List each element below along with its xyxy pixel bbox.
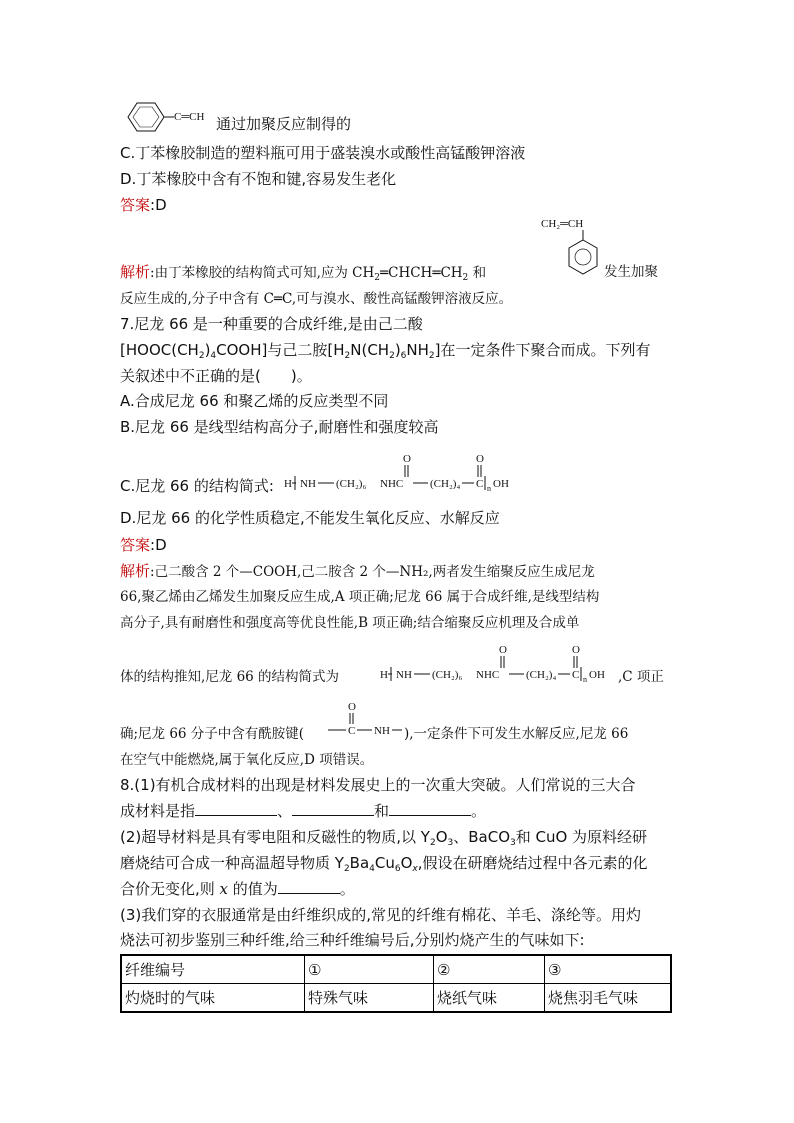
q7-analysis-line4: 体的结构推知,尼龙 66 的结构简式为 [120,669,340,685]
q8-text: 磨烧结可合成一种高温超导物质 Y [120,854,344,872]
nylon-nh: NH [300,478,316,490]
subscript: 2 [374,273,380,283]
answer-blank-2[interactable] [292,801,374,816]
amide-c: C [348,725,356,737]
subscript: 3 [510,838,516,848]
stem-text: ) [204,341,211,359]
q7-analysis-line3: 高分子,具有耐磨性和强度高等优良性能,B 项正确;结合缩聚反应机理及合成单 [120,615,580,631]
q8-text: 成材料是指 [120,802,196,820]
nylon66-structure-analysis [378,643,618,687]
nylon-ch2-4: (CH₂)₄ [526,669,557,681]
nylon-o-2: O [476,453,484,465]
nylon-ch2-6: (CH₂)₆ [336,478,367,490]
q7-option-b: B.尼龙 66 是线型结构高分子,耐磨性和强度较高 [120,418,439,436]
q8-text: 和 [374,802,390,820]
nylon-ch2-4: (CH₂)₄ [430,478,461,490]
q8-text: 。 [471,802,487,820]
q8-text: 。 [339,880,355,898]
q7-stem-2 [120,340,651,366]
subscript: 4 [369,864,375,874]
fiber-odor-table [120,954,672,1013]
nylon-o-2: O [572,644,580,656]
styrene-structure [122,99,217,135]
subscript: 6 [400,351,407,361]
table-row [121,984,671,1013]
nylon-oh: OH [589,669,605,681]
q8-text: O [400,854,413,872]
q6-analysis-line2: 反应生成的,分子中含有 C═C,可与溴水、酸性高锰酸钾溶液反应。 [120,291,513,307]
q6-analysis-line1-end: 发生加聚 [604,264,658,280]
q7-analysis-line5: 确;尼龙 66 分子中含有酰胺键( [120,726,305,742]
q8-text: ,假设在研磨烧结过程中各元素的化 [417,854,648,872]
styrene-suffix: 通过加聚反应制得的 [216,115,352,133]
table-cell: ② [434,955,545,984]
analysis-text: :己二酸含 2 个—COOH,己二胺含 2 个—NH₂,两者发生缩聚反应生成尼龙 [150,564,595,580]
table-cell: 纤维编号 [121,955,305,984]
q7-stem-3: 关叙述中不正确的是( )。 [120,367,312,385]
table-cell: 特殊气味 [305,984,434,1013]
vinyl-label: CH₂═CH [541,218,584,230]
q8-p3-line1: (3)我们穿的衣服通常是由纤维织成的,常见的纤维有棉花、羊毛、涤纶等。用灼 [120,906,642,924]
styrene-label: C═CH [174,111,205,123]
answer-label: 答案 [120,536,151,554]
table-header-row [121,955,671,984]
nylon-o-1: O [499,644,507,656]
analysis-label: 解析 [120,562,151,580]
q8-p3-line2: 烧法可初步鉴别三种纤维,给三种纤维编号后,分别灼烧产生的气味如下: [120,931,585,949]
q8-text: O [435,828,448,846]
q7-analysis-line5-end: ),一定条件下可发生水解反应,尼龙 66 [404,726,629,742]
q8-p2-line2 [120,853,648,879]
stem-text: ) [394,341,401,359]
q6-analysis-line1 [120,262,486,288]
table-cell: 烧焦羽毛气味 [545,984,672,1013]
nylon-nhc: NHC [476,669,500,681]
amide-nh: NH [374,725,390,737]
stem-text: ]在一定条件下聚合而成。下列有 [434,341,651,359]
q8-text: 的值为 [228,880,278,898]
q7-answer [120,535,167,555]
q8-p2-line3 [120,879,355,899]
subscript: 2 [389,351,395,361]
q8-text: 和 CuO 为原料经研 [515,828,648,846]
nylon-c: C [572,669,580,681]
nylon66-structure [282,452,522,496]
analysis-text: :由丁苯橡胶的结构简式可知,应为 CH [150,265,375,281]
nylon-ch2-6: (CH₂)₆ [432,669,463,681]
q7-option-d: D.尼龙 66 的化学性质稳定,不能发生氧化反应、水解反应 [120,509,500,527]
stem-text: N(CH [350,341,390,359]
nylon-c: C [476,478,484,490]
answer-value: :D [150,536,167,554]
answer-blank-1[interactable] [195,801,277,816]
nylon-nh: NH [396,669,412,681]
q7-analysis-line2: 66,聚乙烯由乙烯发生加聚反应生成,A 项正确;尼龙 66 属于合成纤维,是线型结构 [120,589,600,605]
answer-blank-3[interactable] [389,801,471,816]
q8-text: 合价无变化,则 [120,880,220,898]
q8-text: 、 [277,802,293,820]
q8-p2-line1 [120,827,647,853]
q6-answer [120,195,167,215]
subscript: 2 [198,351,205,361]
q8-text: Cu [374,854,395,872]
subscript: x [412,864,418,874]
subscript: 2 [428,351,435,361]
q8-text: Ba [349,854,370,872]
q7-option-a: A.合成尼龙 66 和聚乙烯的反应类型不同 [120,392,389,410]
q6-option-d: D.丁苯橡胶中含有不饱和键,容易发生老化 [120,170,397,188]
stem-text: COOH]与己二胺[H [216,341,345,359]
q8-p1-line1: 8.(1)有机合成材料的出现是材料发展史上的一次重大突破。人们常说的三大合 [120,776,636,794]
table-cell: 烧纸气味 [434,984,545,1013]
vinylbenzene-structure [537,216,607,284]
q8-text: (2)超导材料是具有零电阻和反磁性的物质,以 Y [120,828,430,846]
nylon-h: H [380,669,388,681]
answer-value: :D [150,196,167,214]
analysis-text: 和 [468,265,487,281]
answer-blank-x[interactable] [278,879,340,894]
analysis-text: ═CHCH═CH [379,265,463,281]
amide-o: O [348,701,356,713]
subscript: 2 [343,864,350,874]
table-cell: 灼烧时的气味 [121,984,305,1013]
q7-analysis-line6: 在空气中能燃烧,属于氧化反应,D 项错误。 [120,752,374,768]
nylon-oh: OH [493,478,509,490]
amide-bond-structure [326,700,406,742]
subscript: 2 [429,838,436,848]
subscript: 3 [447,838,454,848]
q7-stem-1: 7.尼龙 66 是一种重要的合成纤维,是由己二酸 [120,315,423,333]
subscript: 2 [462,273,469,283]
nylon-n: n [583,675,587,684]
table-cell: ③ [545,955,672,984]
subscript: 4 [210,351,217,361]
nylon-nhc: NHC [380,478,404,490]
nylon-n: n [487,484,491,493]
q7-analysis-line4-end: ,C 项正 [618,669,664,685]
q7-analysis-line1 [120,561,595,582]
q7-option-c: C.尼龙 66 的结构简式: [120,477,274,495]
stem-text: NH [406,341,429,359]
analysis-label: 解析 [120,263,151,281]
q6-option-c: C.丁苯橡胶制造的塑料瓶可用于盛装溴水或酸性高锰酸钾溶液 [120,144,526,162]
subscript: 6 [394,864,401,874]
nylon-o-1: O [403,453,411,465]
table-cell: ① [305,955,434,984]
subscript: 2 [344,351,351,361]
q8-p1-line2 [120,801,486,821]
stem-text: [HOOC(CH [120,341,199,359]
answer-label: 答案 [120,196,151,214]
q8-text: 、BaCO [453,828,510,846]
nylon-h: H [284,478,292,490]
variable-x: x [219,880,229,898]
